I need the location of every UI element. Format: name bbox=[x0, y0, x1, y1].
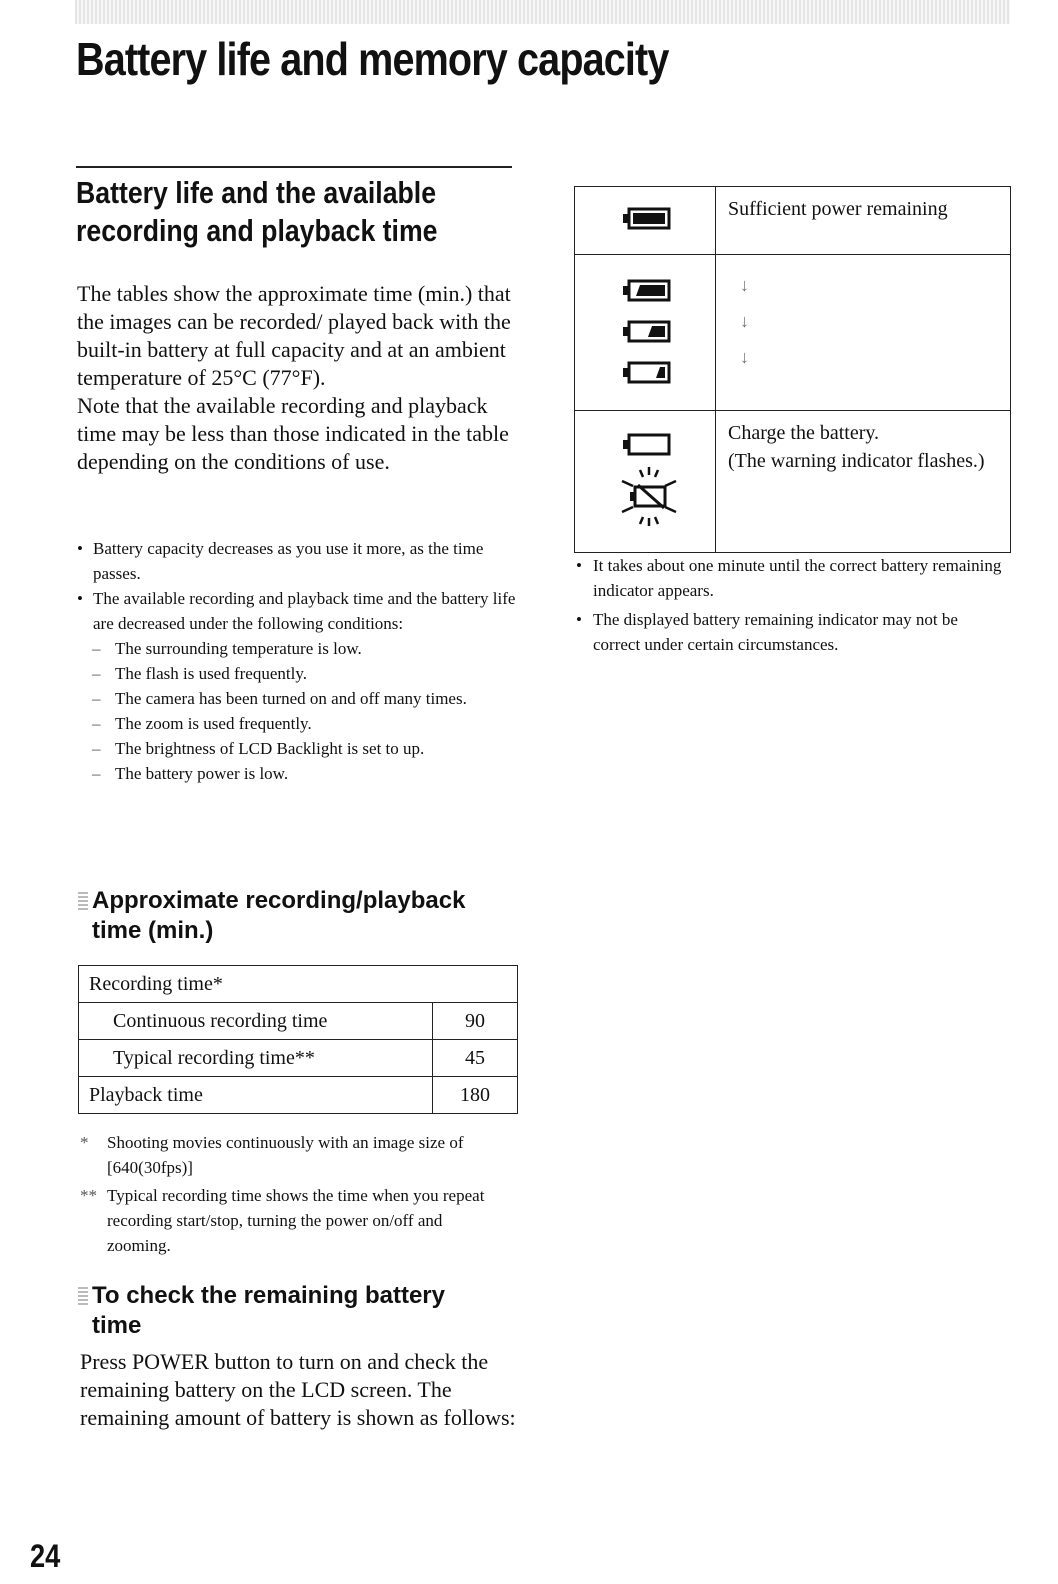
footnote-mark: * bbox=[80, 1133, 89, 1152]
battery-full-cell bbox=[575, 187, 716, 255]
down-arrow-icon: ↓ bbox=[740, 347, 749, 367]
check-heading-line2: time bbox=[92, 1312, 142, 1339]
recording-time-header: Recording time* bbox=[79, 966, 518, 1003]
condition-item: – The flash is used frequently. bbox=[77, 661, 517, 686]
charge-battery-cell bbox=[716, 411, 1011, 553]
approx-heading-line2: time (min.) bbox=[92, 917, 214, 944]
footnote-text: Shooting movies continuously with an image size of [640(30fps)] bbox=[107, 1133, 464, 1177]
section-title: Battery life and the available recording and playback time bbox=[76, 175, 438, 248]
battery-decreasing-icons bbox=[576, 256, 714, 404]
battery-low-icon bbox=[623, 363, 669, 382]
condition-item: – The camera has been turned on and off many times. bbox=[77, 686, 517, 711]
table-row bbox=[575, 411, 1011, 553]
sufficient-power-text: Sufficient power remaining bbox=[716, 187, 1011, 255]
conditions-list bbox=[77, 536, 517, 786]
heading-marker bbox=[78, 892, 88, 910]
battery-indicator-table bbox=[574, 186, 1011, 553]
battery-empty-flashing-icon bbox=[576, 412, 714, 546]
playback-time-value: 180 bbox=[433, 1077, 518, 1114]
footnote-2 bbox=[80, 1183, 510, 1258]
footnote-1 bbox=[80, 1130, 510, 1180]
warning-indicator-text: (The warning indicator flashes.) bbox=[728, 450, 985, 472]
intro-paragraph-1: The tables show the approximate time (min.) that the images can be recorded/ played back with the built-in battery at full capacity and at an ambient temperature of 25°C (77°F). bbox=[77, 281, 511, 390]
level-arrows-cell bbox=[716, 255, 1011, 411]
top-pattern-band bbox=[75, 0, 1010, 24]
recording-time-table bbox=[78, 965, 518, 1114]
typical-recording-label: Typical recording time** bbox=[79, 1040, 433, 1077]
intro-text bbox=[77, 280, 517, 476]
approx-heading-line1: Approximate recording/playback bbox=[92, 887, 466, 914]
playback-time-label: Playback time bbox=[79, 1077, 433, 1114]
intro-paragraph-2: Note that the available recording and playback time may be less than those indicated in the table depending on the conditions of use. bbox=[77, 393, 509, 474]
charge-battery-text: Charge the battery. bbox=[728, 422, 880, 444]
table-row bbox=[79, 1003, 518, 1040]
list-item: • It takes about one minute until the correct battery remaining indicator appears. bbox=[576, 553, 1006, 603]
check-heading-line1: To check the remaining battery bbox=[92, 1282, 445, 1309]
battery-full-icon bbox=[576, 188, 714, 248]
page-title: Battery life and memory capacity bbox=[76, 33, 669, 85]
table-row bbox=[79, 1040, 518, 1077]
battery-levels-cell bbox=[575, 255, 716, 411]
table-row bbox=[79, 1077, 518, 1114]
condition-item: – The battery power is low. bbox=[77, 761, 517, 786]
table-row bbox=[79, 966, 518, 1003]
typical-recording-value: 45 bbox=[433, 1040, 518, 1077]
continuous-recording-label: Continuous recording time bbox=[79, 1003, 433, 1040]
battery-notes-list bbox=[576, 553, 1006, 661]
down-arrow-icon: ↓ bbox=[740, 311, 749, 331]
condition-item: – The surrounding temperature is low. bbox=[77, 636, 517, 661]
footnote-text: Typical recording time shows the time when you repeat recording start/stop, turning the power on/off and zooming. bbox=[107, 1186, 485, 1255]
heading-marker bbox=[78, 1287, 88, 1305]
approx-time-heading bbox=[78, 886, 518, 946]
check-battery-text: Press POWER button to turn on and check the remaining battery on the LCD screen. The remaining amount of battery is shown as follows: bbox=[80, 1349, 516, 1430]
bullet-battery-capacity: • Battery capacity decreases as you use it more, as the time passes. bbox=[77, 536, 517, 586]
condition-item: – The brightness of LCD Backlight is set to up. bbox=[77, 736, 517, 761]
table-footnotes bbox=[80, 1130, 510, 1261]
battery-empty-cell bbox=[575, 411, 716, 553]
battery-medium-icon bbox=[623, 322, 669, 341]
footnote-mark: ** bbox=[80, 1186, 97, 1205]
bullet-decreased-conditions: • The available recording and playback time and the battery life are decreased under the following conditions: bbox=[77, 586, 517, 636]
page-number: 24 bbox=[30, 1538, 61, 1574]
battery-high-icon bbox=[623, 281, 669, 300]
down-arrow-icon: ↓ bbox=[740, 275, 749, 295]
condition-item: – The zoom is used frequently. bbox=[77, 711, 517, 736]
table-row bbox=[575, 255, 1011, 411]
list-item: • The displayed battery remaining indicator may not be correct under certain circumstances. bbox=[576, 607, 1006, 657]
section-rule bbox=[76, 166, 512, 168]
continuous-recording-value: 90 bbox=[433, 1003, 518, 1040]
check-battery-heading bbox=[78, 1281, 518, 1341]
table-row bbox=[575, 187, 1011, 255]
